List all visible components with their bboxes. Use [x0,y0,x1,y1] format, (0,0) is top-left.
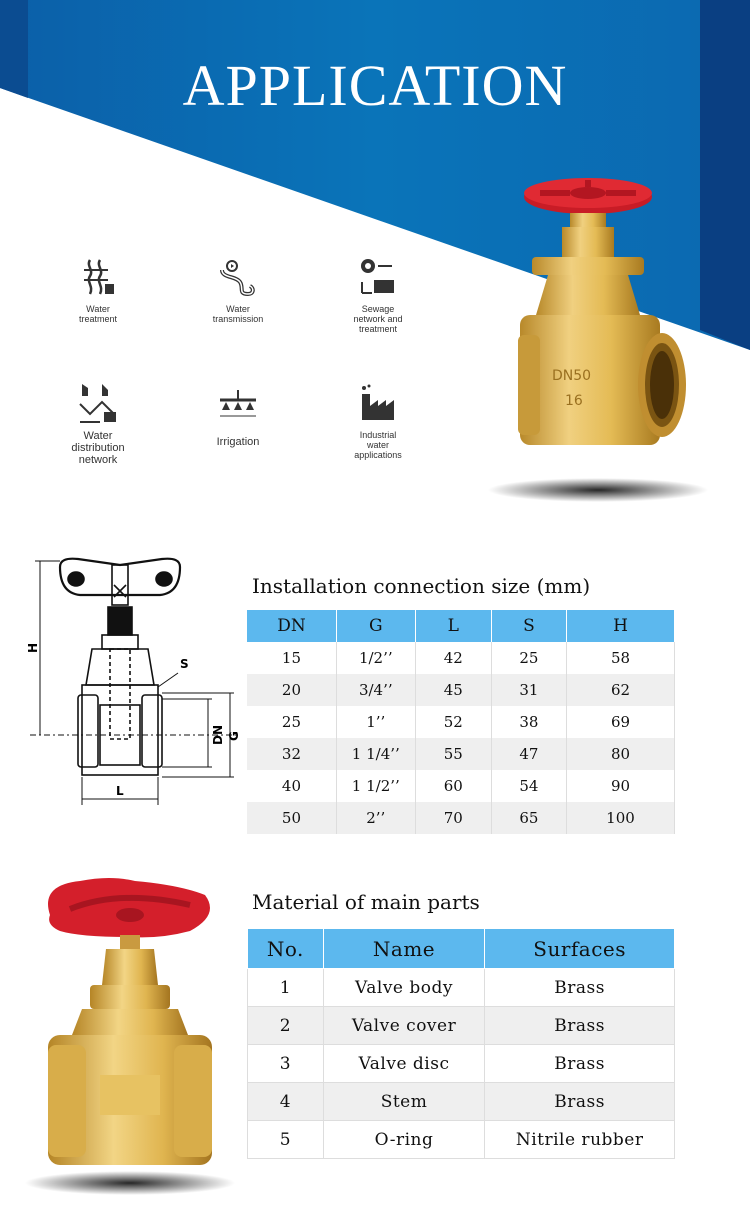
table-cell: Brass [485,969,675,1007]
table-cell: 25 [491,642,566,674]
table-cell: 3/4’’ [336,674,415,706]
table-row [247,770,675,802]
dim-label-dn: DN [211,724,225,745]
page-title: APPLICATION [182,53,568,118]
table-cell: Valve body [323,969,485,1007]
table-cell: Valve disc [323,1045,485,1083]
material-table-title: Material of main parts [252,890,480,914]
material-table [247,928,675,1159]
dim-label-h: H [26,642,40,653]
table-cell: 20 [247,674,336,706]
industrial-water-icon [358,384,398,424]
table-cell: 5 [248,1121,324,1159]
valve-dimension-drawing [26,555,245,810]
table-cell: 100 [567,802,675,834]
table-cell: 15 [247,642,336,674]
table-row [247,642,675,674]
table-cell: 40 [247,770,336,802]
table-row [247,706,675,738]
material-header-surfaces: Surfaces [485,929,675,969]
app-label: Industrial water applications [354,430,402,460]
table-cell: 1 1/4’’ [336,738,415,770]
gate-valve-photo [470,175,700,505]
table-row [248,969,675,1007]
app-label: Water treatment [78,304,118,324]
app-label: Sewage network and treatment [353,304,403,334]
table-cell: 25 [247,706,336,738]
material-table-header-row [248,929,675,969]
table-cell: 31 [491,674,566,706]
app-water-transmission [188,258,288,324]
table-cell: 47 [491,738,566,770]
table-cell: O-ring [323,1121,485,1159]
table-row [248,1121,675,1159]
dim-label-l: L [116,784,124,798]
table-cell: 58 [567,642,675,674]
size-header-dn: DN [247,610,336,642]
table-cell: 54 [491,770,566,802]
table-cell: 55 [415,738,491,770]
material-header-name: Name [323,929,485,969]
size-header-g: G [336,610,415,642]
table-cell: 1’’ [336,706,415,738]
size-table-header-row [247,610,675,642]
table-row [247,802,675,834]
table-cell: 38 [491,706,566,738]
dim-label-g: G [227,731,241,741]
app-label: Water distribution network [71,430,125,466]
table-cell: Nitrile rubber [485,1121,675,1159]
app-industrial [328,384,428,460]
table-cell: 42 [415,642,491,674]
table-cell: 60 [415,770,491,802]
gate-valve-photo-side [20,875,240,1200]
table-cell: Brass [485,1045,675,1083]
app-label: Irrigation [216,436,260,448]
size-table-title: Installation connection size (mm) [252,574,591,598]
table-row [247,738,675,770]
app-label: Water transmission [212,304,264,324]
table-cell: 65 [491,802,566,834]
table-cell: Brass [485,1083,675,1121]
table-cell: 62 [567,674,675,706]
table-row [248,1083,675,1121]
table-row [248,1045,675,1083]
app-irrigation [188,388,288,448]
valve-marking-pn: 16 [565,393,583,409]
app-water-distribution [48,382,148,466]
table-cell: Stem [323,1083,485,1121]
table-cell: 90 [567,770,675,802]
size-header-s: S [491,610,566,642]
table-cell: 2’’ [336,802,415,834]
table-row [248,1007,675,1045]
water-treatment-icon [80,258,116,298]
table-row [247,674,675,706]
table-cell: Valve cover [323,1007,485,1045]
table-cell: 1/2’’ [336,642,415,674]
material-header-no: No. [248,929,324,969]
app-water-treatment [48,258,148,324]
table-cell: 4 [248,1083,324,1121]
table-cell: 70 [415,802,491,834]
table-cell: 52 [415,706,491,738]
size-table [247,610,675,834]
table-cell: 45 [415,674,491,706]
table-cell: 80 [567,738,675,770]
table-cell: 2 [248,1007,324,1045]
size-header-l: L [415,610,491,642]
table-cell: 3 [248,1045,324,1083]
table-cell: Brass [485,1007,675,1045]
sewage-network-icon [358,258,398,298]
dim-label-s: S [180,657,189,671]
table-cell: 1 1/2’’ [336,770,415,802]
valve-marking-dn: DN50 [552,368,592,384]
app-sewage [328,258,428,334]
table-cell: 32 [247,738,336,770]
irrigation-icon [218,388,258,422]
water-transmission-icon [218,258,258,298]
table-cell: 69 [567,706,675,738]
size-header-h: H [567,610,675,642]
water-distribution-icon [78,382,118,424]
table-cell: 50 [247,802,336,834]
table-cell: 1 [248,969,324,1007]
